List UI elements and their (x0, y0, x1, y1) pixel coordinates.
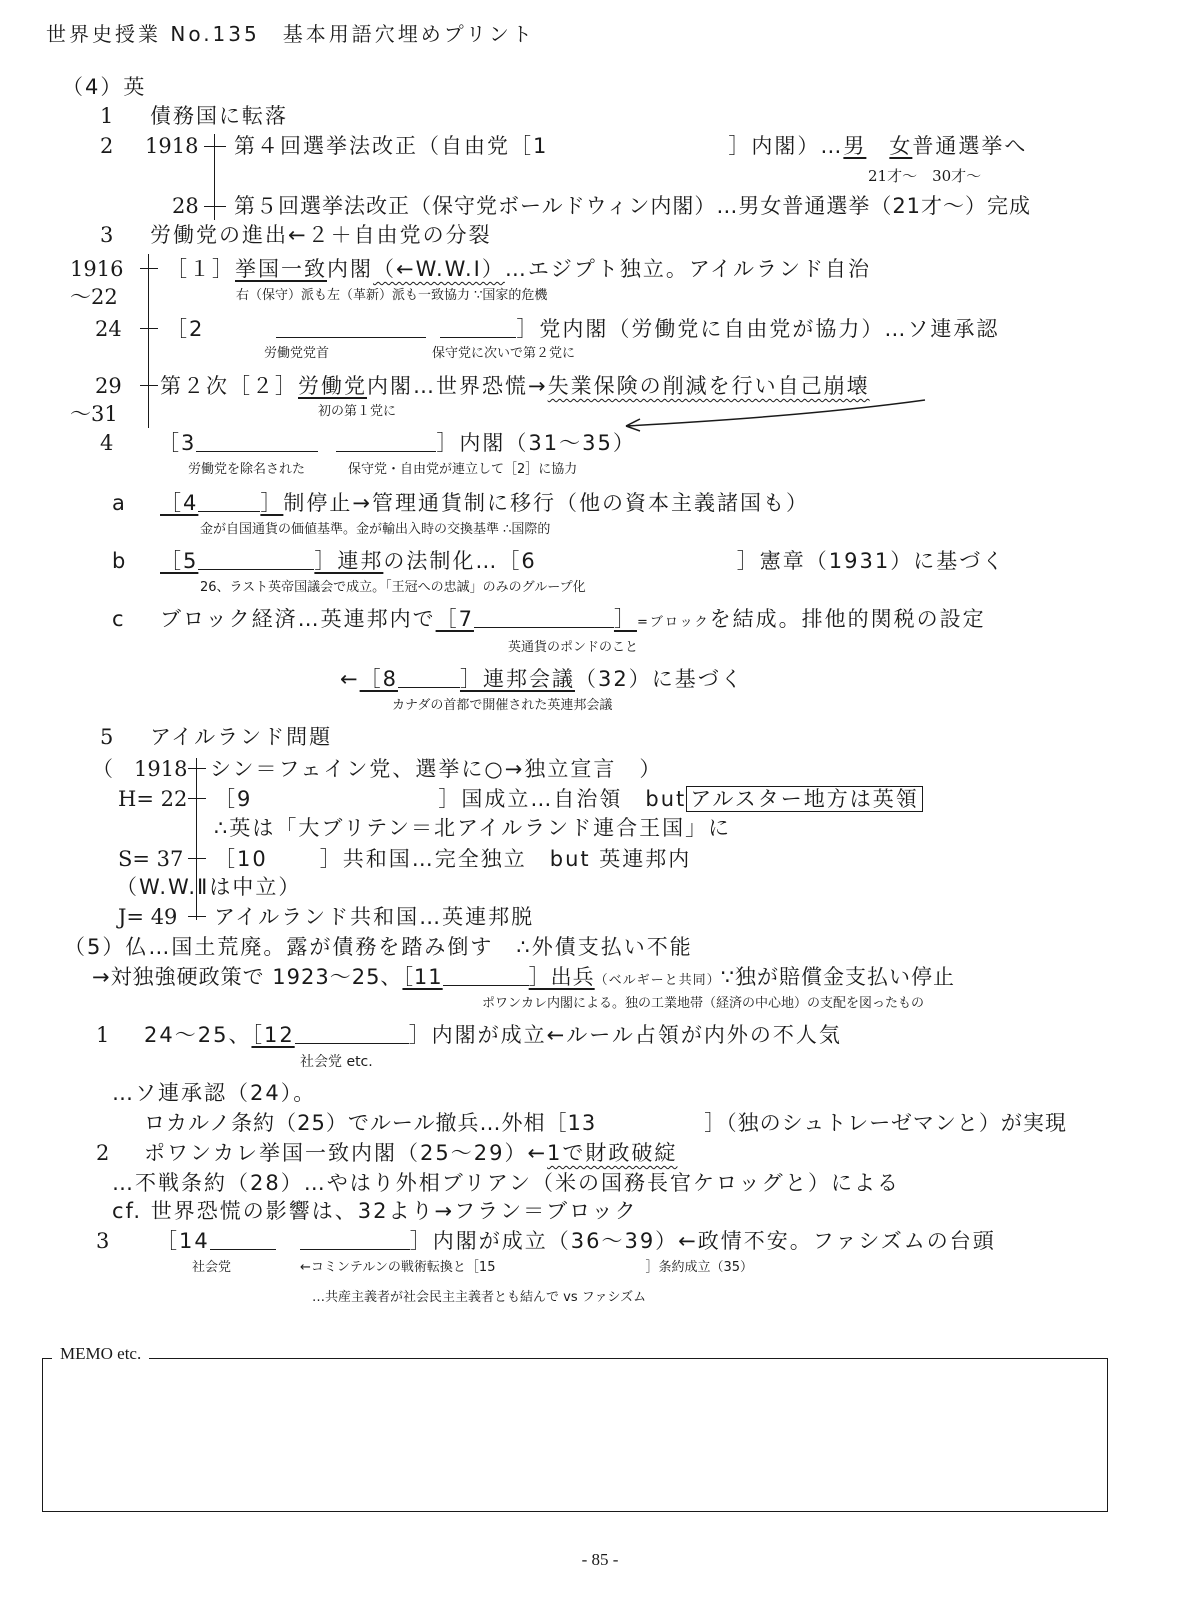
text-line: 第４回選挙法改正（自由党［1 ］内閣）…男 女普通選挙へ (234, 134, 1028, 158)
text-line: シン＝フェイン党、選挙に○→独立宣言 ） (210, 757, 663, 781)
memo-label: MEMO etc. (52, 1344, 149, 1364)
text-line: ロカルノ条約（25）でルール撤兵…外相［13 ］（独のシュトレーゼマンと）が実現 (144, 1111, 1067, 1135)
sub-item-label: c (112, 607, 126, 631)
item-text: 労働党の進出←２＋自由党の分裂 (150, 223, 492, 247)
year-label: S= 37 (118, 847, 184, 871)
text-line: ［14 ］内閣が成立（36～39）←政情不安。ファシズムの台頭 (156, 1229, 996, 1253)
section-uk-heading: （4）英 (62, 75, 147, 99)
year-label: （ 1918 (92, 757, 188, 781)
text-line: ポワンカレ挙国一致内閣（25～29）←1で財政破綻 (144, 1141, 678, 1165)
memo-box (42, 1358, 1108, 1512)
year-label: 29 (95, 374, 122, 398)
timeline-tick (140, 328, 158, 329)
annotation: 社会党 etc. (300, 1054, 373, 1070)
year-label: ～22 (70, 285, 118, 309)
text-line: ［4 ］制停止→管理通貨制に移行（他の資本主義諸国も） (160, 491, 809, 515)
sub-item-label: b (112, 549, 128, 573)
timeline-tick (204, 146, 226, 147)
annotation: 保守党に次いで第２党に (432, 346, 576, 361)
annotation: ポワンカレ内閣による。独の工業地帯（経済の中心地）の支配を図ったもの (482, 996, 925, 1011)
timeline-tick (188, 768, 206, 769)
text-line: アイルランド共和国…英連邦脱 (214, 905, 535, 929)
text-line: →対独強硬政策で 1923～25、［11 ］出兵（ベルギーと共同）∵独が賠償金支払い停止 (92, 965, 956, 989)
item-number: 1 (96, 1023, 110, 1047)
year-label: 1918 (145, 134, 199, 158)
item-number: 3 (100, 223, 114, 247)
page-number: - 85 - (581, 1550, 619, 1569)
annotation: 金が自国通貨の価値基準。金が輸出入時の交換基準 ∴国際的 (200, 522, 551, 537)
annotation: 保守党・自由党が連立して［2］に協力 (348, 462, 578, 477)
annotation: 右（保守）派も左（革新）派も一致協力 ∵国家的危機 (236, 288, 548, 303)
arrow-icon (610, 396, 930, 436)
text-line: ［3 ］内閣（31～35） (158, 431, 636, 455)
timeline-tick (140, 268, 158, 269)
annotation: 労働党党首 (264, 346, 330, 361)
item-number: 2 (100, 134, 114, 158)
text-line: ∴英は「大ブリテン＝北アイルランド連合王国」に (214, 816, 732, 840)
year-label: 28 (172, 194, 199, 218)
item-number: 3 (96, 1229, 110, 1253)
timeline-tick (188, 858, 206, 859)
annotation: カナダの首都で開催された英連邦会議 (392, 698, 613, 713)
section-france-heading: （5）仏…国土荒廃。露が債務を踏み倒す ∴外債支払い不能 (64, 935, 693, 959)
text-line: cf. 世界恐慌の影響は、32より→フラン＝ブロック (112, 1199, 638, 1223)
text-line: ブロック経済…英連邦内で［7 ］=ブロックを結成。排他的関税の設定 (160, 607, 986, 631)
item-number: 4 (100, 431, 114, 455)
year-label: 1916 (70, 257, 124, 281)
timeline-tick (140, 385, 158, 386)
timeline-tick (204, 206, 226, 207)
sub-item-label: a (112, 491, 127, 515)
timeline-bar (148, 254, 149, 428)
text-line: 第５回選挙法改正（保守党ボールドウィン内閣）…男女普通選挙（21才～）完成 (234, 194, 1032, 218)
text-line: ［１］挙国一致内閣（←W.W.Ⅰ）…エジプト独立。アイルランド自治 (166, 257, 871, 281)
annotation: 英通貨のポンドのこと (508, 640, 639, 655)
text-line: ［2 ］党内閣（労働党に自由党が協力）…ソ連承認 (166, 317, 1000, 341)
text-line: …不戦条約（28）…やはり外相ブリアン（米の国務長官ケロッグと）による (112, 1171, 901, 1195)
item-number: 5 (100, 725, 114, 749)
year-label: 24 (95, 317, 122, 341)
text-line: ←［8 ］連邦会議（32）に基づく (340, 667, 744, 691)
text-line: 24～25、［12 ］内閣が成立←ルール占領が内外の不人気 (144, 1023, 842, 1047)
annotation: 初の第１党に (318, 404, 397, 419)
text-line: ［10 ］共和国…完全独立 but 英連邦内 (214, 847, 692, 871)
text-line: （W.W.Ⅱは中立） (116, 875, 302, 899)
text-line: 第２次［２］労働党内閣…世界恐慌→失業保険の削減を行い自己崩壊 (160, 374, 870, 398)
item-number: 2 (96, 1141, 110, 1165)
timeline-bar (214, 134, 215, 220)
annotation: 26、ラスト英帝国議会で成立。「王冠への忠誠」のみのグループ化 (200, 580, 586, 595)
annotation: 社会党 (192, 1260, 232, 1275)
item-text: 債務国に転落 (150, 104, 288, 128)
item-text: アイルランド問題 (150, 725, 333, 749)
year-label: H= 22 (118, 787, 188, 811)
year-label: J= 49 (118, 905, 178, 929)
annotation: ←コミンテルンの戦術転換と［15 ］条約成立（35） (300, 1260, 754, 1275)
text-line: ［9 ］国成立…自治領 but アルスター地方は英領 (214, 786, 923, 812)
page-title: 世界史授業 No.135 基本用語穴埋めプリント (46, 22, 535, 46)
timeline-tick (188, 916, 206, 917)
annotation: 労働党を除名された (188, 462, 306, 477)
text-line: …ソ連承認（24）。 (112, 1081, 317, 1105)
annotation: …共産主義者が社会民主主義者とも結んで vs ファシズム (312, 1290, 647, 1305)
item-number: 1 (100, 104, 114, 128)
year-label: ～31 (70, 402, 118, 426)
timeline-tick (188, 798, 206, 799)
text-line: ［5 ］連邦の法制化…［6 ］憲章（1931）に基づく (160, 549, 1006, 573)
annotation: 21才～ 30才～ (868, 167, 982, 185)
